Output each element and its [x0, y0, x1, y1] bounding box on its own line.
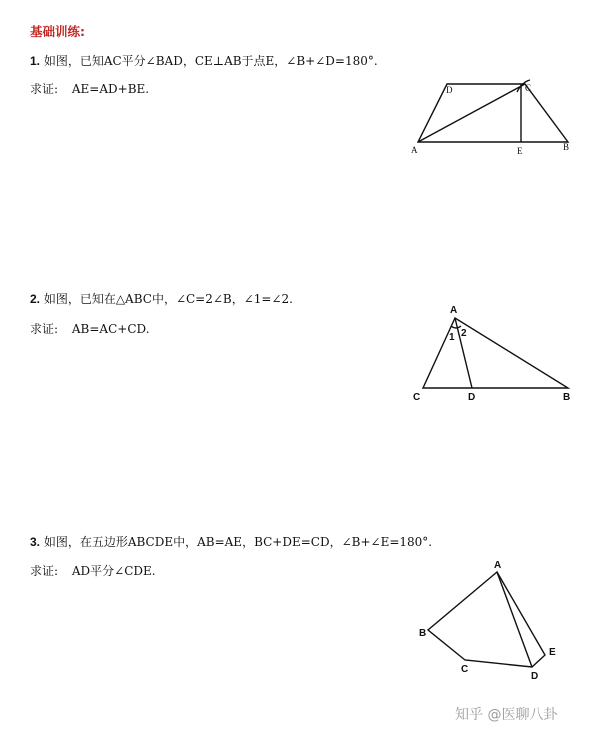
problem-text: 如图，在五边形ABCDE中，AB=AE，BC+DE=CD，∠B+∠E=180°. — [40, 535, 433, 549]
figure-3-label-e: E — [549, 647, 556, 658]
prove-text: AB=AC+CD. — [71, 322, 150, 336]
figure-3-diagonal-ad — [497, 572, 532, 667]
figure-2-angle-2: 2 — [461, 328, 467, 339]
problem-text: 如图，已知AC平分∠BAD，CE⊥AB于点E，∠B+∠D=180°. — [40, 54, 378, 68]
prove-text: AD平分∠CDE. — [71, 564, 156, 578]
problem-number: 3. — [30, 535, 41, 549]
prove-label: 求证: — [30, 564, 59, 578]
prove-label: 求证: — [30, 82, 59, 96]
figure-2-label-b: B — [563, 392, 571, 403]
figure-2-angle-1: 1 — [449, 332, 455, 343]
figure-3-label-a: A — [494, 560, 502, 571]
prove-label: 求证: — [30, 322, 59, 336]
section-heading: 基础训练: — [30, 24, 85, 39]
figure-2-label-d: D — [468, 392, 476, 403]
prove-text: AE=AD+BE. — [71, 82, 150, 96]
problem-number: 1. — [30, 54, 41, 68]
figure-1-label-a: A — [411, 145, 418, 155]
figure-3-label-d: D — [531, 671, 539, 682]
figure-1-label-b: B — [563, 142, 570, 152]
figure-2-label-c: C — [413, 392, 421, 403]
figure-1-label-c: C — [525, 83, 532, 93]
figure-2-label-a: A — [450, 305, 458, 316]
figure-1-label-d: D — [446, 85, 453, 95]
figure-3-label-b: B — [419, 628, 427, 639]
problem-text: 如图，已知在△ABC中，∠C=2∠B，∠1=∠2. — [40, 292, 293, 306]
problem-number: 2. — [30, 292, 41, 306]
watermark: 知乎 @医聊八卦 — [455, 707, 558, 723]
figure-1-label-e: E — [517, 146, 523, 156]
figure-3-label-c: C — [461, 664, 469, 675]
